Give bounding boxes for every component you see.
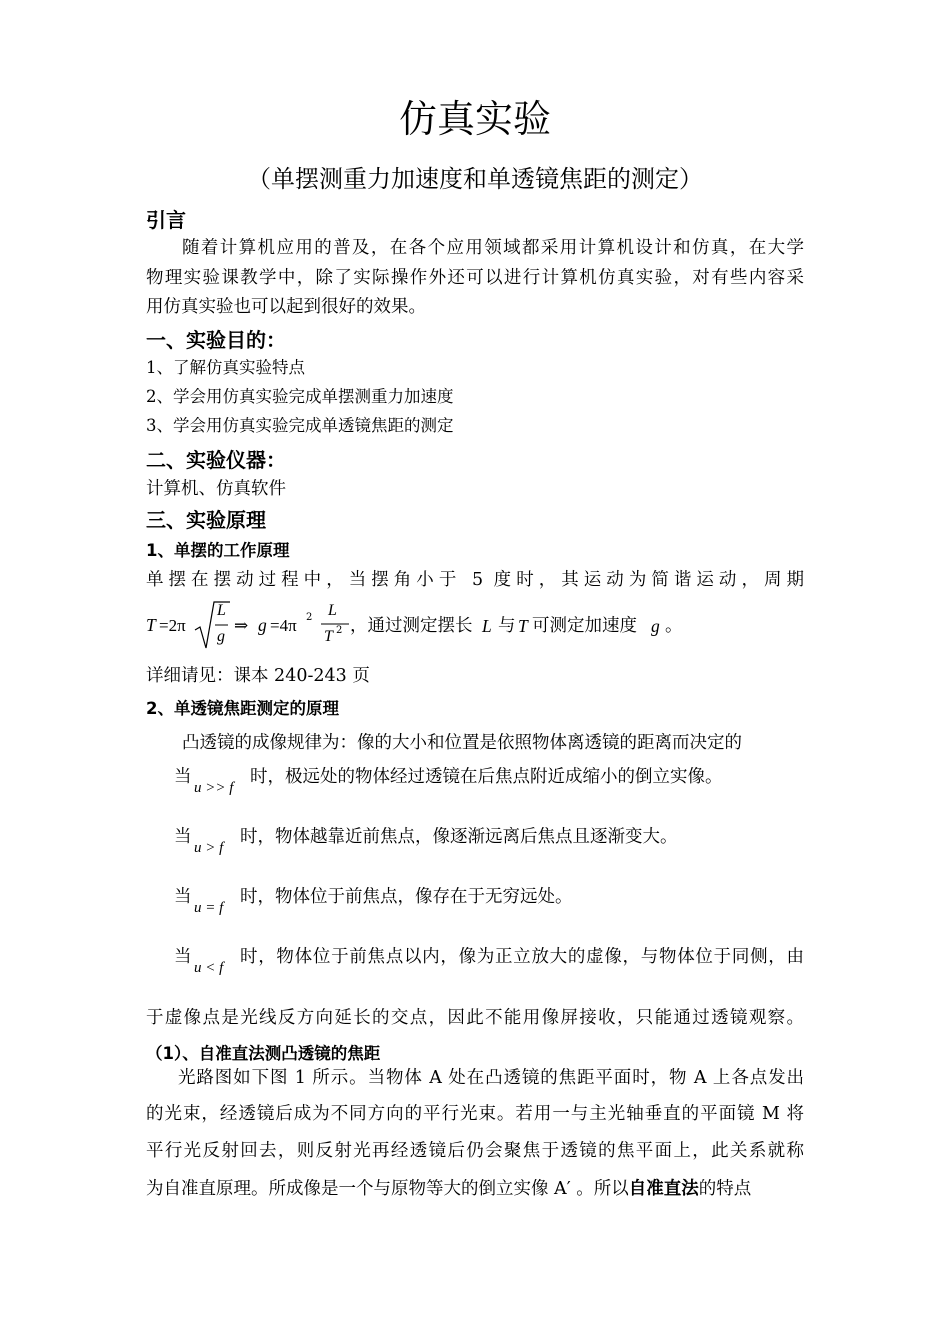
case-text: 时，极远处的物体经过透镜在后焦点附近成缩小的倒立实像。 bbox=[250, 767, 723, 787]
intro-line: 用仿真实验也可以起到很好的效果。 bbox=[146, 297, 426, 317]
formula-L: L bbox=[217, 602, 226, 619]
formula-text: 与 bbox=[498, 616, 516, 636]
formula-two-pi: =2π bbox=[159, 616, 186, 635]
formula-g: g bbox=[217, 628, 225, 645]
pendulum-reference: 详细请见：课本 240-243 页 bbox=[146, 666, 370, 686]
page-title: 仿真实验 bbox=[398, 97, 551, 141]
lens-intro: 凸透镜的成像规律为：像的大小和位置是依照物体离透镜的距离而决定的 bbox=[182, 733, 742, 753]
case-condition: u >> f bbox=[194, 780, 234, 796]
instruments-text: 计算机、仿真软件 bbox=[146, 479, 286, 499]
instruments-heading: 二、实验仪器： bbox=[146, 448, 286, 472]
formula-g3: g bbox=[651, 616, 660, 636]
pendulum-line: 单摆在摆动过程中，当摆角小于 5 度时，其运动为简谐运动，周期 bbox=[146, 570, 804, 590]
formula-T3: T bbox=[518, 616, 528, 636]
autocollimation-line: 光路图如下图 1 所示。当物体 A 处在凸透镜的焦距平面时，物 A 上各点发出 bbox=[178, 1068, 804, 1088]
formula-L2: L bbox=[328, 602, 337, 619]
purpose-heading: 一、实验目的： bbox=[146, 328, 286, 352]
intro-line: 随着计算机应用的普及，在各个应用领域都采用计算机设计和仿真，在大学 bbox=[182, 238, 804, 258]
formula-four-pi: =4π bbox=[270, 616, 297, 635]
case-text: 时，物体越靠近前焦点，像逐渐远离后焦点且逐渐变大。 bbox=[240, 827, 678, 847]
case-condition: u = f bbox=[194, 900, 224, 916]
formula-end: 。 bbox=[665, 616, 683, 636]
case-condition: u < f bbox=[194, 960, 224, 976]
autocollimation-text: 为自准直原理。所成像是一个与原物等大的倒立实像 A′ 。所以 bbox=[146, 1179, 629, 1199]
formula-L3: L bbox=[482, 616, 492, 636]
pendulum-formula bbox=[146, 596, 686, 656]
formula-g2: g bbox=[258, 615, 267, 635]
autocollimation-line: 平行光反射回去，则反射光再经透镜后仍会聚焦于透镜的焦平面上，此关系就称 bbox=[146, 1141, 804, 1161]
formula-T2: T bbox=[324, 628, 333, 645]
lens-heading: 2、单透镜焦距测定的原理 bbox=[146, 699, 339, 718]
pendulum-heading: 1、单摆的工作原理 bbox=[146, 541, 290, 560]
intro-heading: 引言 bbox=[146, 208, 186, 232]
autocollimation-bold-term: 自准直法 bbox=[628, 1179, 699, 1199]
purpose-item: 3、学会用仿真实验完成单透镜焦距的测定 bbox=[146, 416, 454, 435]
formula-square2: 2 bbox=[336, 625, 343, 636]
formula-text: 可测定加速度 bbox=[532, 616, 637, 636]
autocollimation-heading: （1）、自准直法测凸透镜的焦距 bbox=[146, 1044, 381, 1063]
page-subtitle: （单摆测重力加速度和单透镜焦距的测定） bbox=[247, 165, 703, 193]
principle-heading: 三、实验原理 bbox=[146, 508, 266, 532]
case-condition: u > f bbox=[194, 840, 224, 856]
case-prefix: 当 bbox=[174, 767, 192, 787]
case-prefix: 当 bbox=[174, 947, 192, 967]
autocollimation-text: 的特点 bbox=[698, 1179, 752, 1199]
purpose-item: 1、了解仿真实验特点 bbox=[146, 358, 305, 377]
formula-text: ，通过测定摆长 bbox=[350, 616, 473, 636]
formula-square: 2 bbox=[306, 612, 313, 623]
case-continuation: 于虚像点是光线反方向延长的交点，因此不能用像屏接收，只能通过透镜观察。 bbox=[146, 1008, 804, 1028]
case-text: 时，物体位于前焦点以内，像为正立放大的虚像，与物体位于同侧，由 bbox=[240, 947, 804, 967]
fraction-bar bbox=[321, 623, 349, 625]
formula-T: T bbox=[146, 615, 156, 635]
case-prefix: 当 bbox=[174, 827, 192, 847]
purpose-item: 2、学会用仿真实验完成单摆测重力加速度 bbox=[146, 387, 454, 406]
formula-implies: ⇒ bbox=[234, 616, 249, 636]
case-prefix: 当 bbox=[174, 887, 192, 907]
intro-line: 物理实验课教学中，除了实际操作外还可以进行计算机仿真实验，对有些内容采 bbox=[146, 268, 804, 288]
autocollimation-line bbox=[146, 1181, 751, 1199]
case-text: 时，物体位于前焦点，像存在于无穷远处。 bbox=[240, 887, 573, 907]
autocollimation-line: 的光束，经透镜后成为不同方向的平行光束。若用一与主光轴垂直的平面镜 M 将 bbox=[146, 1104, 804, 1124]
